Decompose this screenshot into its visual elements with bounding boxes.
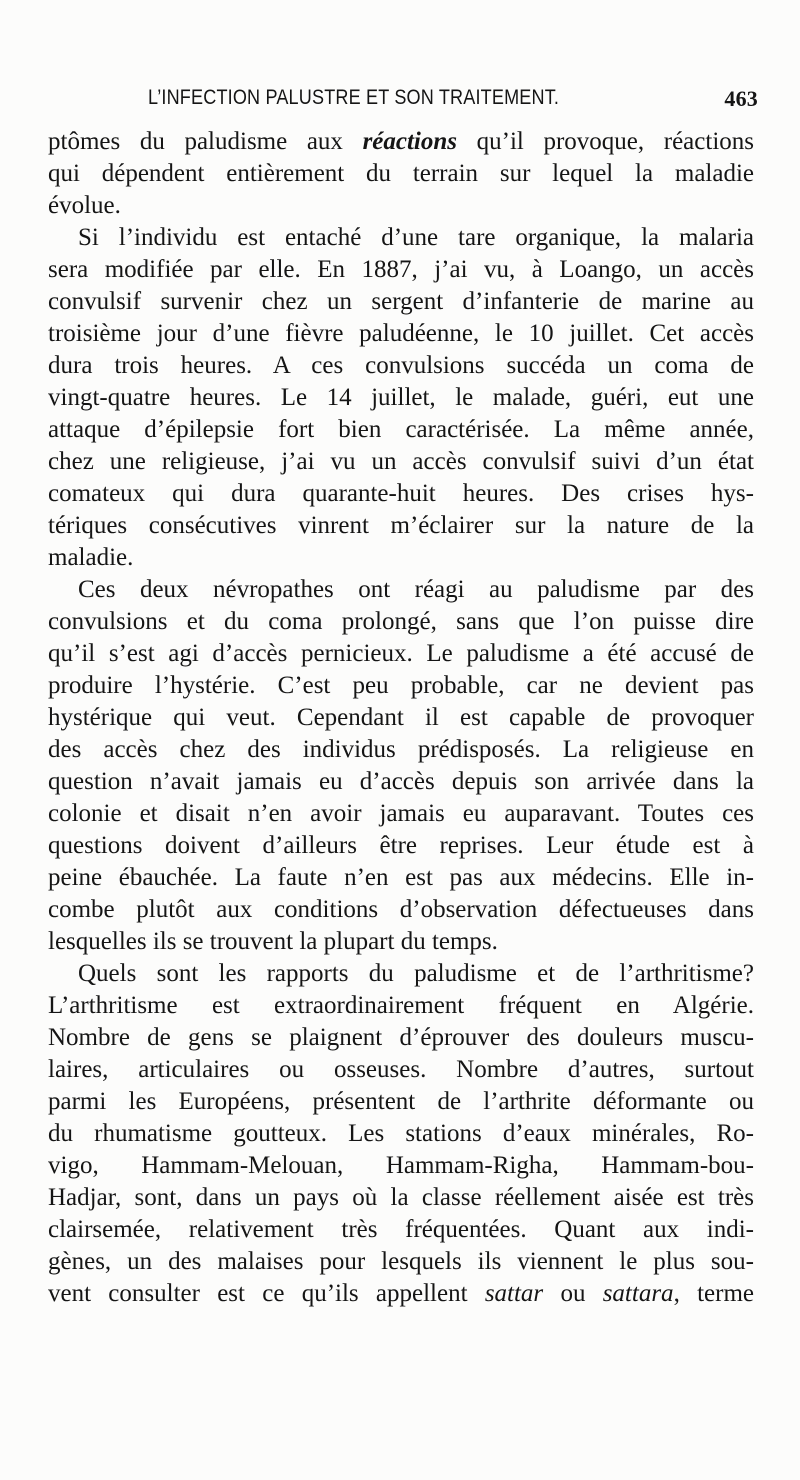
text-line: Si l’individu est entaché d’une tare organique, la malaria xyxy=(78,224,754,251)
running-title: L’INFECTION PALUSTRE ET SON TRAITEMENT. xyxy=(148,86,560,109)
text-line: Ces deux névropathes ont réagi au paludisme par des xyxy=(78,576,754,603)
text-line: colonie et disait n’en avoir jamais eu auparavant. Toutes ces xyxy=(48,800,754,827)
text-line: hystérique qui veut. Cependant il est capable de provoquer xyxy=(48,704,754,731)
text-line: dura trois heures. A ces convulsions succéda un coma de xyxy=(48,352,754,379)
text-line: clairsemée, relativement très fréquentées. Quant aux indi- xyxy=(48,1216,754,1243)
page-header xyxy=(148,86,758,116)
text-line: L’arthritisme est extraordinairement fréquent en Algérie. xyxy=(48,992,754,1019)
text-line: peine ébauchée. La faute n’en est pas aux médecins. Elle in- xyxy=(48,864,754,891)
text-line: sera modifiée par elle. En 1887, j’ai vu, à Loango, un accès xyxy=(48,256,754,283)
text-line: Nombre de gens se plaignent d’éprouver des douleurs muscu- xyxy=(48,1024,754,1051)
text-line: vigo, Hammam-Melouan, Hammam-Righa, Hammam-bou- xyxy=(48,1152,754,1179)
paragraph-1 xyxy=(48,126,754,222)
paragraph-3 xyxy=(48,574,754,958)
text-line: lesquelles ils se trouvent la plupart du temps. xyxy=(48,928,498,955)
text-line: convulsif survenir chez un sergent d’infanterie de marine au xyxy=(48,288,754,315)
text-line: questions doivent d’ailleurs être reprises. Leur étude est à xyxy=(48,832,754,859)
body-text xyxy=(48,126,754,1310)
text-line: vingt-quatre heures. Le 14 juillet, le malade, guéri, eut une xyxy=(48,384,754,411)
text-line: attaque d’épilepsie fort bien caractérisée. La même année, xyxy=(48,416,754,443)
text-line: des accès chez des individus prédisposés. La religieuse en xyxy=(48,736,754,763)
text-line: troisième jour d’une fièvre paludéenne, le 10 juillet. Cet accès xyxy=(48,320,754,347)
text-line: comateux qui dura quarante-huit heures. Des crises hys- xyxy=(48,480,754,507)
text-line: évolue. xyxy=(48,192,121,219)
text-line: chez une religieuse, j’ai vu un accès convulsif suivi d’un état xyxy=(48,448,754,475)
paragraph-4 xyxy=(48,958,754,1310)
page-number: 463 xyxy=(724,86,758,111)
text-line: vent consulter est ce qu’ils appellent sattar ou sattara, terme xyxy=(48,1280,754,1307)
text-line: produire l’hystérie. C’est peu probable, car ne devient pas xyxy=(48,672,754,699)
text-line: qu’il s’est agi d’accès pernicieux. Le paludisme a été accusé de xyxy=(48,640,754,667)
text-line: parmi les Européens, présentent de l’arthrite déformante ou xyxy=(48,1088,754,1115)
text-line: maladie. xyxy=(48,544,134,571)
text-line: tériques consécutives vinrent m’éclairer sur la nature de la xyxy=(48,512,754,539)
text-line: Hadjar, sont, dans un pays où la classe réellement aisée est très xyxy=(48,1184,754,1211)
paragraph-2 xyxy=(48,222,754,574)
text-line: question n’avait jamais eu d’accès depuis son arrivée dans la xyxy=(48,768,754,795)
text-line: Quels sont les rapports du paludisme et de l’arthritisme? xyxy=(78,960,754,987)
text-line: ptômes du paludisme aux réactions qu’il provoque, réactions xyxy=(48,128,754,155)
text-line: convulsions et du coma prolongé, sans que l’on puisse dire xyxy=(48,608,754,635)
text-line: gènes, un des malaises pour lesquels ils viennent le plus sou- xyxy=(48,1248,754,1275)
text-line: laires, articulaires ou osseuses. Nombre d’autres, surtout xyxy=(48,1056,754,1083)
text-line: qui dépendent entièrement du terrain sur lequel la maladie xyxy=(48,160,754,187)
text-line: combe plutôt aux conditions d’observation défectueuses dans xyxy=(48,896,754,923)
text-line: du rhumatisme goutteux. Les stations d’eaux minérales, Ro- xyxy=(48,1120,754,1147)
